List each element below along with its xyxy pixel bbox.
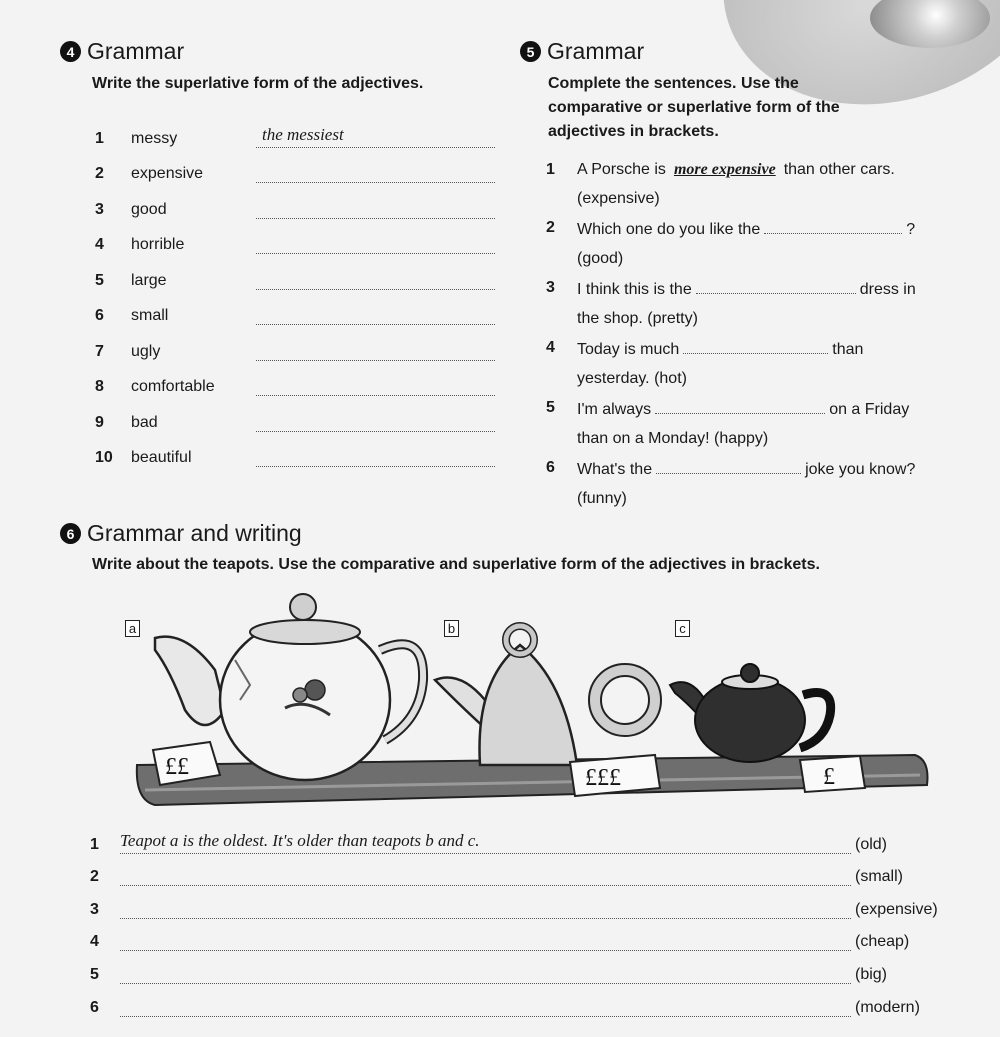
item-number: 6: [546, 459, 555, 476]
instruction-line: adjectives in brackets.: [548, 123, 719, 140]
section-5-exercise-list: [546, 155, 956, 513]
sentence-text: dress in: [859, 281, 916, 298]
answer-line[interactable]: the messiest: [256, 125, 495, 148]
answer-line[interactable]: [256, 160, 495, 183]
teapot-label-c: c: [675, 620, 690, 637]
price-b-text: £££: [585, 765, 621, 791]
writing-row: [90, 821, 945, 854]
section-title: Grammar: [547, 38, 645, 64]
sentence-text: Today is much: [577, 341, 680, 358]
answer-line[interactable]: [256, 409, 495, 432]
item-number: 5: [546, 399, 555, 416]
sentence-text: A Porsche is: [577, 161, 666, 178]
sentence-text: I think this is the: [577, 281, 692, 298]
answer-line[interactable]: [120, 863, 851, 886]
teapot-b: [435, 626, 655, 765]
exercise-row: [95, 112, 495, 148]
item-number: 4: [95, 236, 104, 253]
section-6-heading: [60, 520, 302, 547]
writing-row: [90, 951, 945, 984]
sentence-item: [546, 213, 956, 273]
adjective-hint: (modern): [855, 998, 920, 1016]
price-a-text: ££: [165, 754, 189, 780]
exercise-row: [95, 254, 495, 290]
item-number: 6: [95, 307, 104, 324]
answer-line[interactable]: [256, 444, 495, 467]
item-number: 1: [95, 129, 104, 147]
sentence-text: (funny): [577, 490, 627, 507]
sentence-text: What's the: [577, 461, 653, 478]
answer-gap[interactable]: [696, 273, 856, 294]
item-number: 9: [95, 413, 104, 431]
sentence-text: than other cars.: [783, 161, 895, 178]
adjective: beautiful: [131, 449, 192, 466]
item-number: 3: [546, 279, 555, 296]
item-number: 4: [546, 339, 555, 356]
sentence-item: [546, 273, 956, 333]
answer-line[interactable]: [120, 928, 851, 951]
section-4-instruction: Write the superlative form of the adjectives.: [92, 75, 424, 92]
answer-gap[interactable]: [683, 333, 828, 354]
answer-line[interactable]: [120, 994, 851, 1017]
item-number: 2: [95, 165, 104, 182]
sentence-text: ?: [906, 221, 916, 238]
adjective: large: [131, 271, 167, 289]
writing-row: [90, 886, 945, 919]
sentence-item: [546, 393, 956, 453]
writing-row: [90, 919, 945, 952]
section-6-exercise-list: [90, 821, 945, 1017]
adjective: ugly: [131, 342, 161, 360]
teapots-illustration: [115, 590, 945, 820]
adjective: bad: [131, 413, 158, 431]
exercise-row: [95, 396, 495, 432]
item-number: 1: [546, 161, 555, 178]
price-tag-c: [800, 756, 865, 792]
item-number: 2: [546, 219, 555, 236]
writing-row: [90, 984, 945, 1017]
instruction-line: comparative or superlative form of the: [548, 99, 840, 116]
sentence-text: I'm always: [577, 401, 652, 418]
answer-line[interactable]: [120, 896, 851, 919]
sentence-text: (good): [577, 250, 624, 267]
answer-line[interactable]: [256, 196, 495, 219]
section-title: Grammar: [87, 38, 185, 64]
sentence-text: Which one do you like the: [577, 221, 761, 238]
answer-gap[interactable]: [764, 213, 902, 234]
item-number: 5: [90, 965, 99, 983]
section-number-badge: 6: [60, 523, 81, 544]
adjective: messy: [131, 129, 178, 147]
answer-line[interactable]: [256, 267, 495, 290]
answer-line[interactable]: [256, 338, 495, 361]
adjective: comfortable: [131, 378, 215, 395]
adjective-hint: (old): [855, 835, 888, 853]
item-number: 3: [90, 900, 99, 918]
sentence-text: yesterday. (hot): [577, 370, 687, 387]
answer-line[interactable]: [256, 373, 495, 396]
price-tag-b: [570, 755, 660, 796]
section-6-instruction: Write about the teapots. Use the comparative and superlative form of the adjectives in brackets.: [92, 556, 820, 573]
sentence-text: than: [832, 341, 864, 358]
price-c-text: £: [823, 764, 835, 790]
exercise-row: [95, 432, 495, 468]
adjective: good: [131, 200, 167, 218]
sentence-text: on a Friday: [829, 401, 910, 418]
teapots-drawing: [115, 590, 945, 820]
answer-line[interactable]: [256, 231, 495, 254]
sentence-text: the shop. (pretty): [577, 310, 698, 327]
exercise-row: [95, 361, 495, 397]
section-5-instruction: [548, 72, 840, 144]
answer-gap[interactable]: more expensive: [673, 161, 776, 178]
adjective-hint: (expensive): [855, 900, 938, 918]
exercise-row: [95, 325, 495, 361]
section-number-badge: 4: [60, 41, 81, 62]
sentence-text: than on a Monday! (happy): [577, 430, 769, 447]
adjective: horrible: [131, 236, 185, 253]
writing-row: [90, 854, 945, 887]
adjective-hint: (cheap): [855, 933, 910, 951]
exercise-row: [95, 219, 495, 255]
sentence-item: [546, 155, 956, 213]
section-4-exercise-list: [95, 112, 495, 467]
item-number: 4: [90, 933, 99, 951]
adjective-hint: (big): [855, 965, 888, 983]
answer-line[interactable]: [256, 302, 495, 325]
item-number: 3: [95, 200, 104, 218]
teapot-c: [670, 664, 831, 762]
answer-gap[interactable]: [655, 393, 825, 414]
section-5-heading: [520, 38, 644, 65]
exercise-row: [95, 183, 495, 219]
item-number: 5: [95, 271, 104, 289]
sentence-item: [546, 453, 956, 513]
instruction-line: Complete the sentences. Use the: [548, 75, 799, 92]
sentence-item: [546, 333, 956, 393]
item-number: 10: [95, 449, 113, 466]
item-number: 7: [95, 342, 104, 360]
answer-line[interactable]: [120, 961, 851, 984]
teapot-label-b: b: [444, 620, 459, 637]
section-4-heading: [60, 38, 184, 65]
item-number: 6: [90, 998, 99, 1016]
item-number: 1: [90, 835, 99, 853]
teapot-label-a: a: [125, 620, 140, 637]
section-number-badge: 5: [520, 41, 541, 62]
sentence-text: joke you know?: [805, 461, 916, 478]
adjective: small: [131, 307, 169, 324]
item-number: 8: [95, 378, 104, 395]
answer-gap[interactable]: [656, 453, 801, 474]
adjective-hint: (small): [855, 868, 903, 886]
sentence-text: (expensive): [577, 190, 660, 207]
exercise-row: [95, 148, 495, 184]
exercise-row: [95, 290, 495, 326]
answer-line[interactable]: Teapot a is the oldest. It's older than teapots b and c.: [120, 831, 851, 854]
adjective: expensive: [131, 165, 204, 182]
item-number: 2: [90, 868, 99, 886]
section-title: Grammar and writing: [87, 520, 302, 546]
